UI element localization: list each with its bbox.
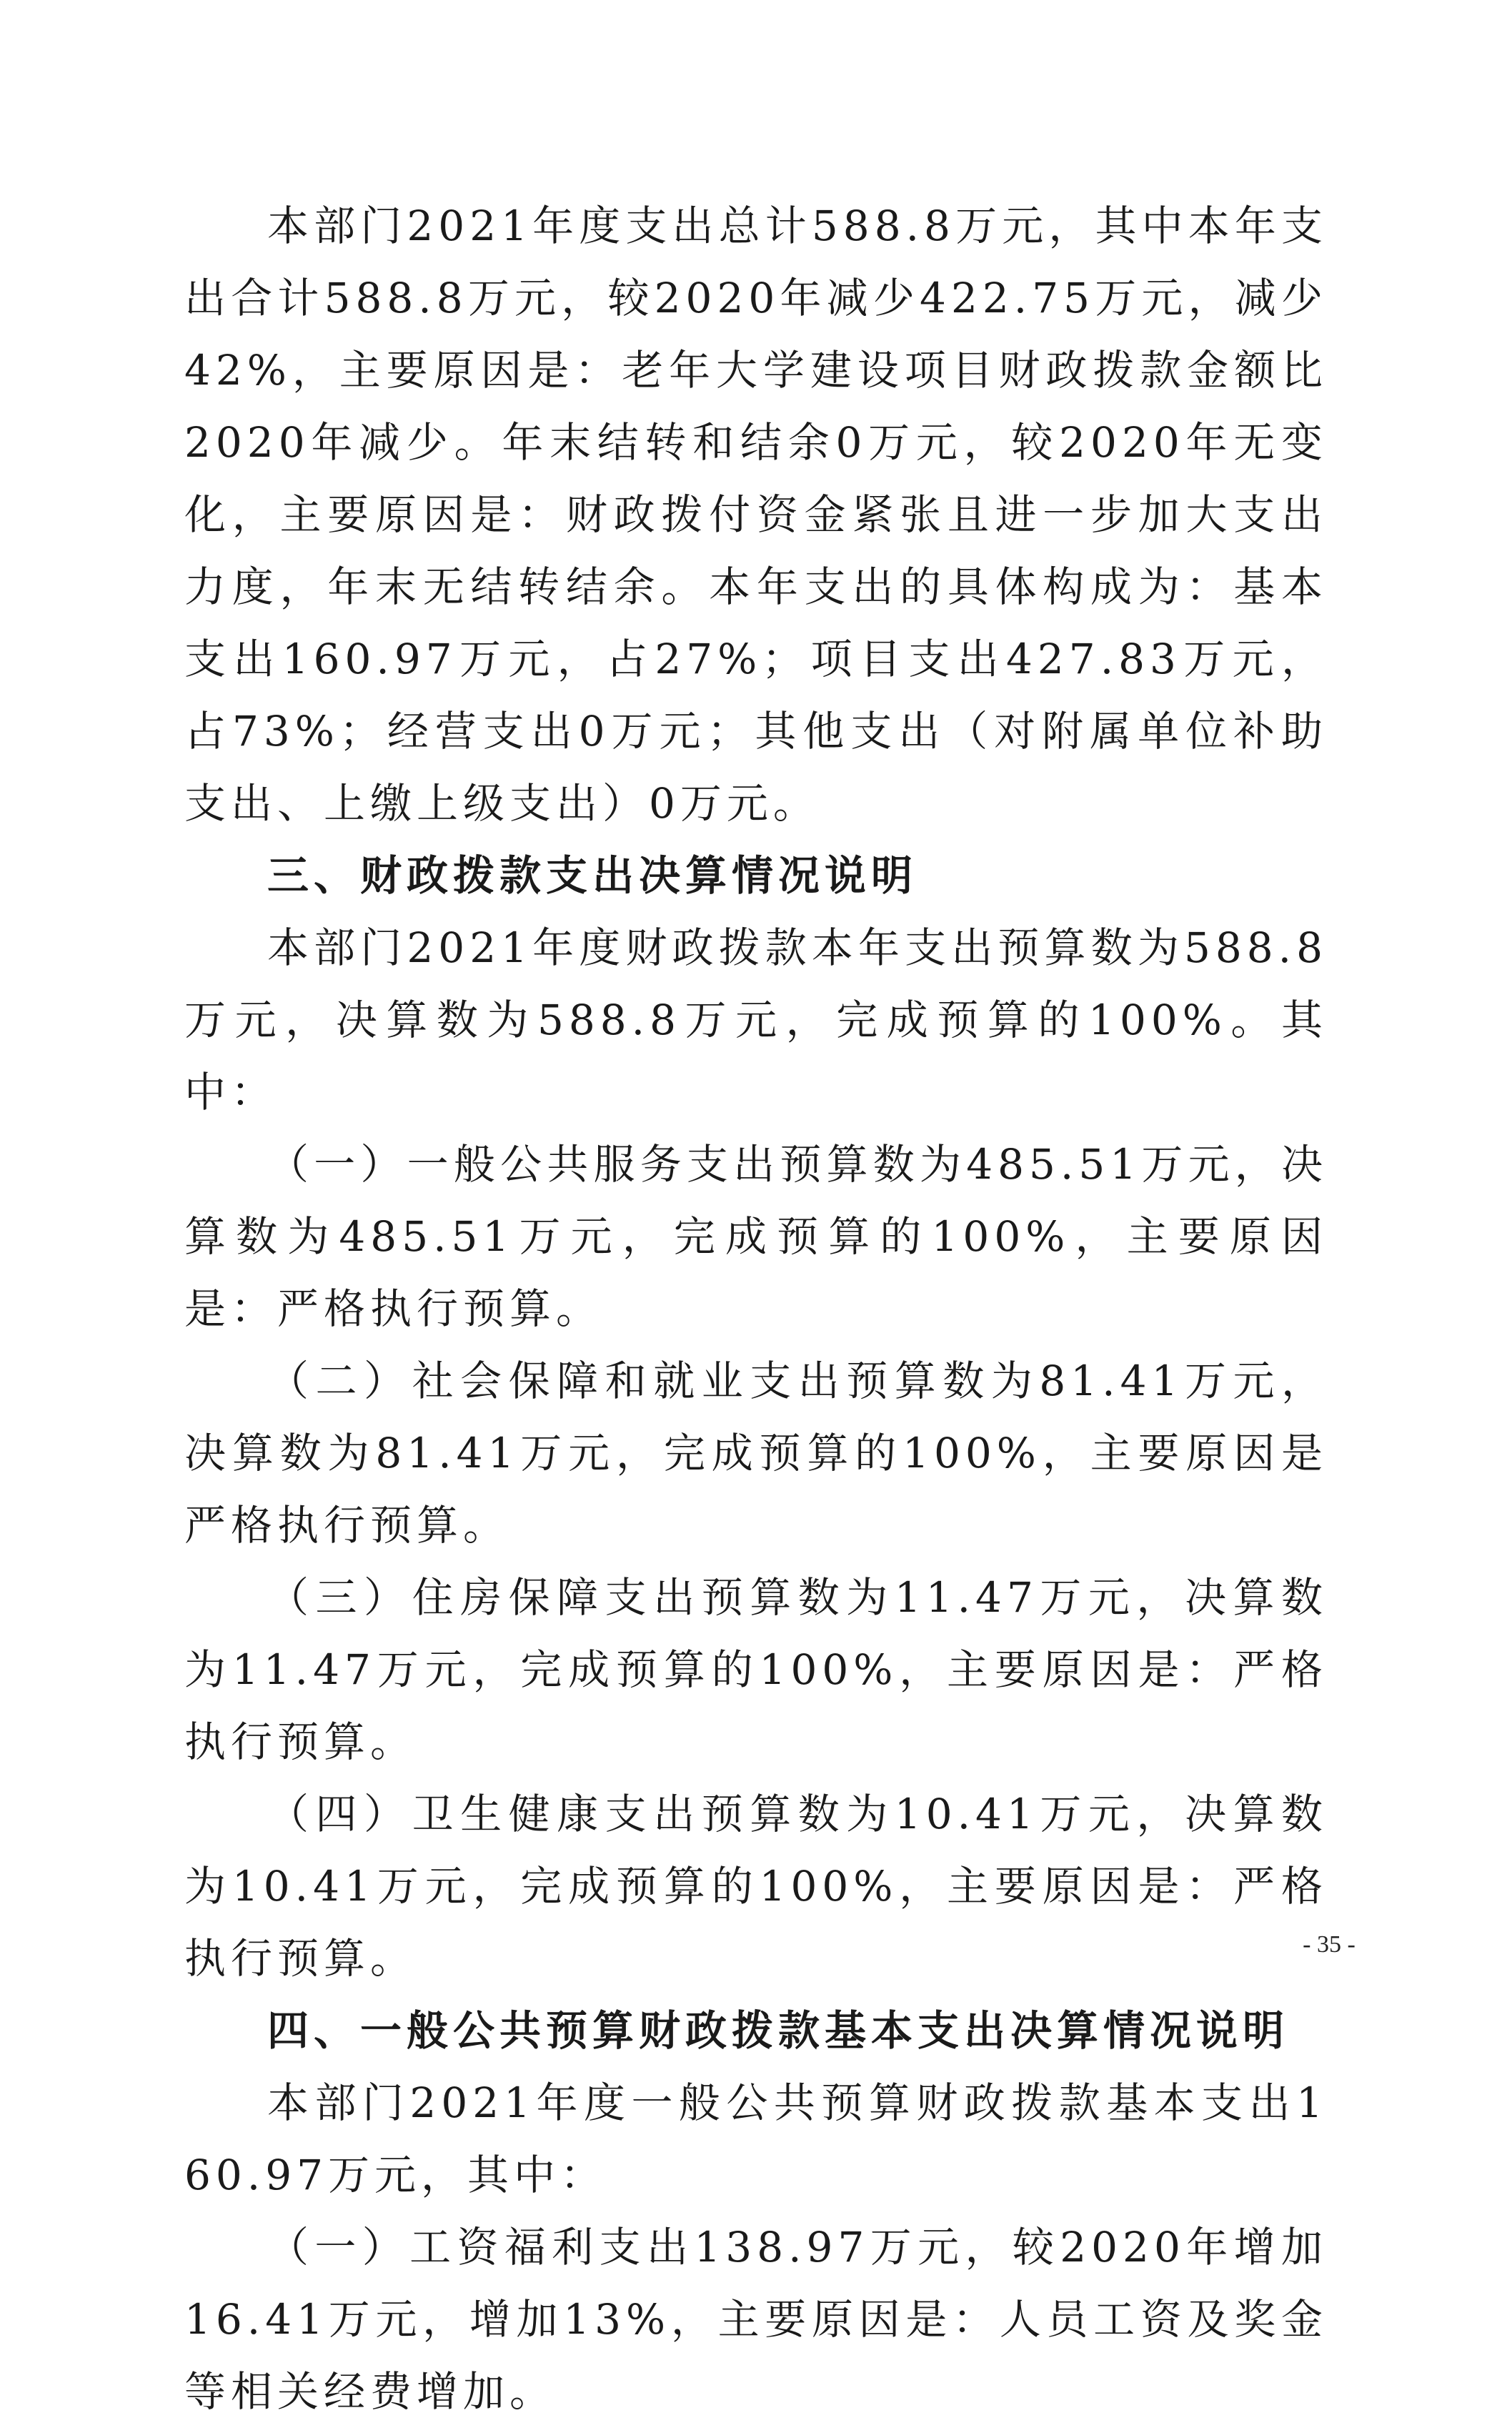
- section-3-item-2: （二）社会保障和就业支出预算数为81.41万元，决算数为81.41万元，完成预算的100%，主要原因是严格执行预算。: [184, 1357, 1328, 1550]
- section-3-intro-paragraph: 本部门2021年度财政拨款本年支出预算数为588.8万元，决算数为588.8万元，完成预算的100%。其中：: [184, 923, 1328, 1116]
- section-3-item-1: （一）一般公共服务支出预算数为485.51万元，决算数为485.51万元，完成预算的100%，主要原因是：严格执行预算。: [184, 1140, 1328, 1333]
- document-body: [184, 190, 1328, 2428]
- section-3-heading: 三、财政拨款支出决算情况说明: [267, 851, 918, 900]
- section-3-item-4: （四）卫生健康支出预算数为10.41万元，决算数为10.41万元，完成预算的100%，主要原因是：严格执行预算。: [184, 1790, 1328, 1983]
- section-4-heading: 四、一般公共预算财政拨款基本支出决算情况说明: [267, 2006, 1290, 2055]
- section-4-item-1: （一）工资福利支出138.97万元，较2020年增加16.41万元，增加13%，主要原因是：人员工资及奖金等相关经费增加。: [184, 2223, 1328, 2416]
- page-number: - 35 -: [1303, 1931, 1356, 1958]
- expenditure-summary-paragraph: 本部门2021年度支出总计588.8万元，其中本年支出合计588.8万元，较2020年减少422.75万元，减少42%，主要原因是：老年大学建设项目财政拨款金额比2020年减少。年末结转和结余0万元，较2020年无变化，主要原因是：财政拨付资金紧张且进一步加大支出力度，年末无结转结余。本年支出的具体构成为：基本支出160.97万元，占27%；项目支出427.83万元，占73%；经营支出0万元；其他支出（对附属单位补助支出、上缴上级支出）0万元。: [184, 202, 1328, 828]
- section-3-item-3: （三）住房保障支出预算数为11.47万元，决算数为11.47万元，完成预算的100%，主要原因是：严格执行预算。: [184, 1573, 1328, 1766]
- section-4-intro-paragraph: 本部门2021年度一般公共预算财政拨款基本支出160.97万元，其中：: [184, 2078, 1328, 2199]
